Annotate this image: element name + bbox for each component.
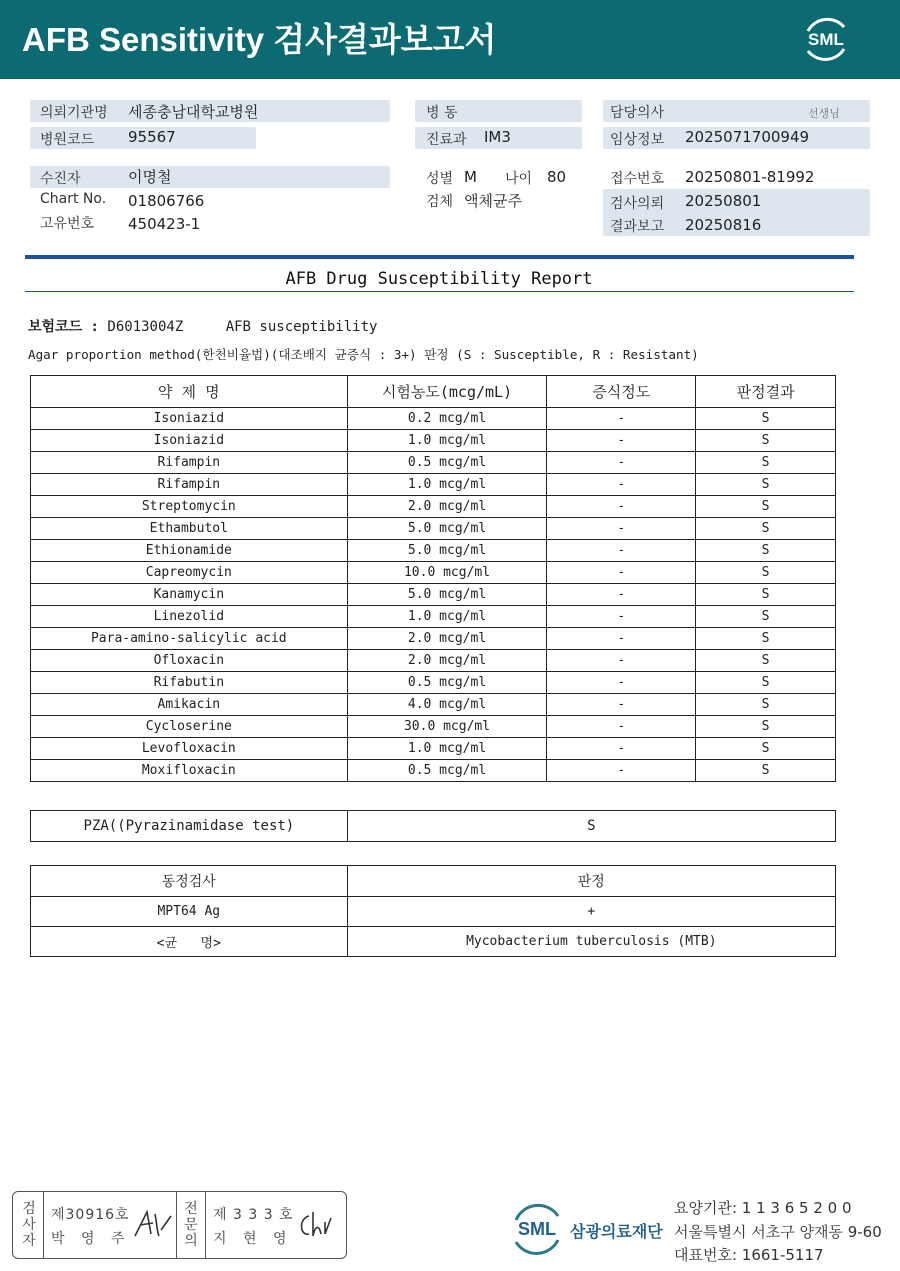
col-result-header: 판정결과 bbox=[696, 376, 836, 408]
susceptibility-result: S bbox=[696, 452, 836, 474]
test-concentration: 5.0 mcg/ml bbox=[347, 584, 547, 606]
specialist-role-label: 전 문 의 bbox=[184, 1201, 198, 1249]
request-value: 20250801 bbox=[685, 192, 762, 210]
age-value: 80 bbox=[547, 168, 567, 186]
tester-name: 박 영 주 bbox=[51, 1231, 131, 1247]
insurance-desc: AFB susceptibility bbox=[225, 319, 378, 335]
org-address: 서울특별시 서초구 양재동 9-60 bbox=[674, 1223, 882, 1241]
growth-level: - bbox=[547, 672, 696, 694]
susceptibility-result: S bbox=[696, 716, 836, 738]
stamp-divider bbox=[205, 1192, 206, 1258]
drug-name: Cycloserine bbox=[31, 716, 348, 738]
specialist-signature-icon bbox=[295, 1208, 335, 1242]
care-institution-code: 요양기관: 1 1 3 6 5 2 0 0 bbox=[674, 1199, 852, 1217]
tester-signature-icon bbox=[131, 1206, 175, 1242]
org-phone: 대표번호: 1661-5117 bbox=[674, 1246, 824, 1264]
growth-level: - bbox=[547, 562, 696, 584]
institution-label: 의뢰기관명 bbox=[40, 105, 108, 121]
report-date-label: 결과보고 bbox=[610, 219, 665, 235]
hospital-code-value: 95567 bbox=[128, 128, 176, 146]
growth-level: - bbox=[547, 738, 696, 760]
growth-level: - bbox=[547, 628, 696, 650]
table-row bbox=[31, 408, 836, 430]
test-concentration: 1.0 mcg/ml bbox=[347, 430, 547, 452]
id-test-name: MPT64 Ag bbox=[31, 897, 348, 927]
growth-level: - bbox=[547, 474, 696, 496]
drug-name: Amikacin bbox=[31, 694, 348, 716]
susceptibility-result: S bbox=[696, 496, 836, 518]
org-name: 삼광의료재단 bbox=[570, 1222, 663, 1241]
specialist-license: 제 3 3 3 호 bbox=[213, 1207, 294, 1223]
stamp-divider bbox=[176, 1192, 177, 1258]
test-concentration: 5.0 mcg/ml bbox=[347, 540, 547, 562]
susceptibility-result: S bbox=[696, 694, 836, 716]
drug-name: Isoniazid bbox=[31, 430, 348, 452]
organism-label: <균 명> bbox=[31, 927, 348, 957]
drug-name: Ofloxacin bbox=[31, 650, 348, 672]
identification-header bbox=[31, 866, 836, 897]
table-row bbox=[31, 584, 836, 606]
test-concentration: 2.0 mcg/ml bbox=[347, 496, 547, 518]
susceptibility-result: S bbox=[696, 584, 836, 606]
table-row bbox=[31, 694, 836, 716]
susceptibility-result: S bbox=[696, 738, 836, 760]
susceptibility-result: S bbox=[696, 562, 836, 584]
susceptibility-result: S bbox=[696, 430, 836, 452]
table-row bbox=[31, 760, 836, 782]
table-row bbox=[31, 430, 836, 452]
susceptibility-result: S bbox=[696, 650, 836, 672]
growth-level: - bbox=[547, 496, 696, 518]
growth-level: - bbox=[547, 716, 696, 738]
doctor-suffix: 선생님 bbox=[808, 107, 840, 120]
growth-level: - bbox=[547, 650, 696, 672]
identification-table bbox=[30, 865, 836, 957]
method-line: Agar proportion method(한천비율법)(대조배지 균증식 : 3+) 판정 (S : Susceptible, R : Resistant) bbox=[28, 347, 699, 362]
table-row bbox=[31, 716, 836, 738]
table-row bbox=[31, 496, 836, 518]
signature-box bbox=[12, 1191, 347, 1259]
test-concentration: 10.0 mcg/ml bbox=[347, 562, 547, 584]
header-bar bbox=[0, 0, 900, 79]
drug-name: Levofloxacin bbox=[31, 738, 348, 760]
drug-table bbox=[30, 375, 836, 782]
drug-name: Capreomycin bbox=[31, 562, 348, 584]
insurance-label: 보험코드 : bbox=[28, 319, 99, 335]
section-rule-top bbox=[25, 255, 854, 259]
drug-name: Rifampin bbox=[31, 474, 348, 496]
susceptibility-result: S bbox=[696, 474, 836, 496]
drug-name: Rifampin bbox=[31, 452, 348, 474]
drug-name: Para-amino-salicylic acid bbox=[31, 628, 348, 650]
table-row bbox=[31, 562, 836, 584]
institution-value: 세종충남대학교병원 bbox=[128, 103, 259, 121]
clinical-label: 임상정보 bbox=[610, 132, 665, 148]
drug-name: Streptomycin bbox=[31, 496, 348, 518]
susceptibility-result: S bbox=[696, 760, 836, 782]
section-title: AFB Drug Susceptibility Report bbox=[285, 269, 593, 289]
clinical-value: 2025071700949 bbox=[685, 128, 810, 146]
sml-logo-icon bbox=[800, 13, 852, 65]
table-row bbox=[31, 672, 836, 694]
test-concentration: 5.0 mcg/ml bbox=[347, 518, 547, 540]
tester-role-label: 검 사 자 bbox=[22, 1201, 36, 1249]
ward-label: 병 동 bbox=[426, 105, 458, 121]
sex-value: M bbox=[464, 168, 477, 186]
growth-level: - bbox=[547, 694, 696, 716]
org-logo-text: SML bbox=[518, 1219, 556, 1239]
growth-level: - bbox=[547, 584, 696, 606]
stamp-divider bbox=[43, 1192, 44, 1258]
insurance-line bbox=[28, 316, 377, 336]
susceptibility-result: S bbox=[696, 540, 836, 562]
id-test-result: + bbox=[347, 897, 835, 927]
report-title: AFB Sensitivity 검사결과보고서 bbox=[22, 21, 497, 58]
sex-label: 성별 bbox=[426, 171, 454, 187]
growth-level: - bbox=[547, 430, 696, 452]
request-label: 검사의뢰 bbox=[610, 196, 665, 212]
test-concentration: 1.0 mcg/ml bbox=[347, 606, 547, 628]
patient-value: 이명철 bbox=[128, 168, 172, 186]
table-row bbox=[31, 452, 836, 474]
test-concentration: 30.0 mcg/ml bbox=[347, 716, 547, 738]
id-col-test-header: 동정검사 bbox=[31, 866, 348, 897]
logo-text: SML bbox=[808, 30, 844, 49]
table-row bbox=[31, 650, 836, 672]
growth-level: - bbox=[547, 408, 696, 430]
specialist-name: 지 현 영 bbox=[213, 1231, 293, 1247]
drug-name: Isoniazid bbox=[31, 408, 348, 430]
chart-label: Chart No. bbox=[40, 191, 107, 207]
test-concentration: 0.2 mcg/ml bbox=[347, 408, 547, 430]
col-conc-header: 시험농도(mcg/mL) bbox=[347, 376, 547, 408]
growth-level: - bbox=[547, 452, 696, 474]
drug-name: Rifabutin bbox=[31, 672, 348, 694]
dept-label: 진료과 bbox=[426, 132, 467, 148]
growth-level: - bbox=[547, 518, 696, 540]
growth-level: - bbox=[547, 540, 696, 562]
col-drug-header: 약 제 명 bbox=[31, 376, 348, 408]
col-growth-header: 증식정도 bbox=[547, 376, 696, 408]
specimen-value: 액체균주 bbox=[464, 192, 522, 210]
specimen-label: 검체 bbox=[426, 194, 454, 210]
drug-name: Ethambutol bbox=[31, 518, 348, 540]
section-rule-bottom bbox=[25, 291, 854, 292]
susceptibility-result: S bbox=[696, 628, 836, 650]
test-concentration: 0.5 mcg/ml bbox=[347, 760, 547, 782]
growth-level: - bbox=[547, 760, 696, 782]
age-label: 나이 bbox=[505, 171, 533, 187]
susceptibility-result: S bbox=[696, 606, 836, 628]
drug-name: Moxifloxacin bbox=[31, 760, 348, 782]
pza-table bbox=[30, 810, 836, 842]
chart-value: 01806766 bbox=[128, 192, 205, 210]
patient-field bbox=[30, 166, 390, 188]
insurance-code: D6013004Z bbox=[107, 319, 184, 335]
table-row bbox=[31, 927, 836, 957]
patient-label: 수진자 bbox=[40, 171, 81, 187]
receipt-value: 20250801-81992 bbox=[685, 168, 815, 186]
report-date-value: 20250816 bbox=[685, 216, 762, 234]
table-row bbox=[31, 606, 836, 628]
susceptibility-result: S bbox=[696, 518, 836, 540]
drug-table-header bbox=[31, 376, 836, 408]
table-row bbox=[31, 518, 836, 540]
dept-value: IM3 bbox=[484, 128, 511, 146]
table-row bbox=[31, 540, 836, 562]
test-concentration: 2.0 mcg/ml bbox=[347, 628, 547, 650]
id-label: 고유번호 bbox=[40, 216, 95, 232]
pza-label: PZA((Pyrazinamidase test) bbox=[31, 811, 348, 842]
test-concentration: 1.0 mcg/ml bbox=[347, 738, 547, 760]
table-row bbox=[31, 738, 836, 760]
susceptibility-result: S bbox=[696, 408, 836, 430]
test-concentration: 0.5 mcg/ml bbox=[347, 452, 547, 474]
id-value: 450423-1 bbox=[128, 215, 201, 233]
test-concentration: 4.0 mcg/ml bbox=[347, 694, 547, 716]
doctor-label: 담당의사 bbox=[610, 105, 665, 121]
id-col-result-header: 판정 bbox=[347, 866, 835, 897]
growth-level: - bbox=[547, 606, 696, 628]
table-row bbox=[31, 474, 836, 496]
drug-name: Linezolid bbox=[31, 606, 348, 628]
table-row bbox=[31, 628, 836, 650]
test-concentration: 0.5 mcg/ml bbox=[347, 672, 547, 694]
test-concentration: 1.0 mcg/ml bbox=[347, 474, 547, 496]
hospital-code-label: 병원코드 bbox=[40, 132, 95, 148]
test-concentration: 2.0 mcg/ml bbox=[347, 650, 547, 672]
susceptibility-result: S bbox=[696, 672, 836, 694]
pza-value: S bbox=[347, 811, 835, 842]
receipt-label: 접수번호 bbox=[610, 171, 665, 187]
pza-row bbox=[31, 811, 836, 842]
organism-name: Mycobacterium tuberculosis (MTB) bbox=[347, 927, 835, 957]
org-logo-icon bbox=[508, 1200, 566, 1256]
tester-license: 제30916호 bbox=[51, 1207, 130, 1223]
table-row bbox=[31, 897, 836, 927]
drug-name: Kanamycin bbox=[31, 584, 348, 606]
drug-name: Ethionamide bbox=[31, 540, 348, 562]
